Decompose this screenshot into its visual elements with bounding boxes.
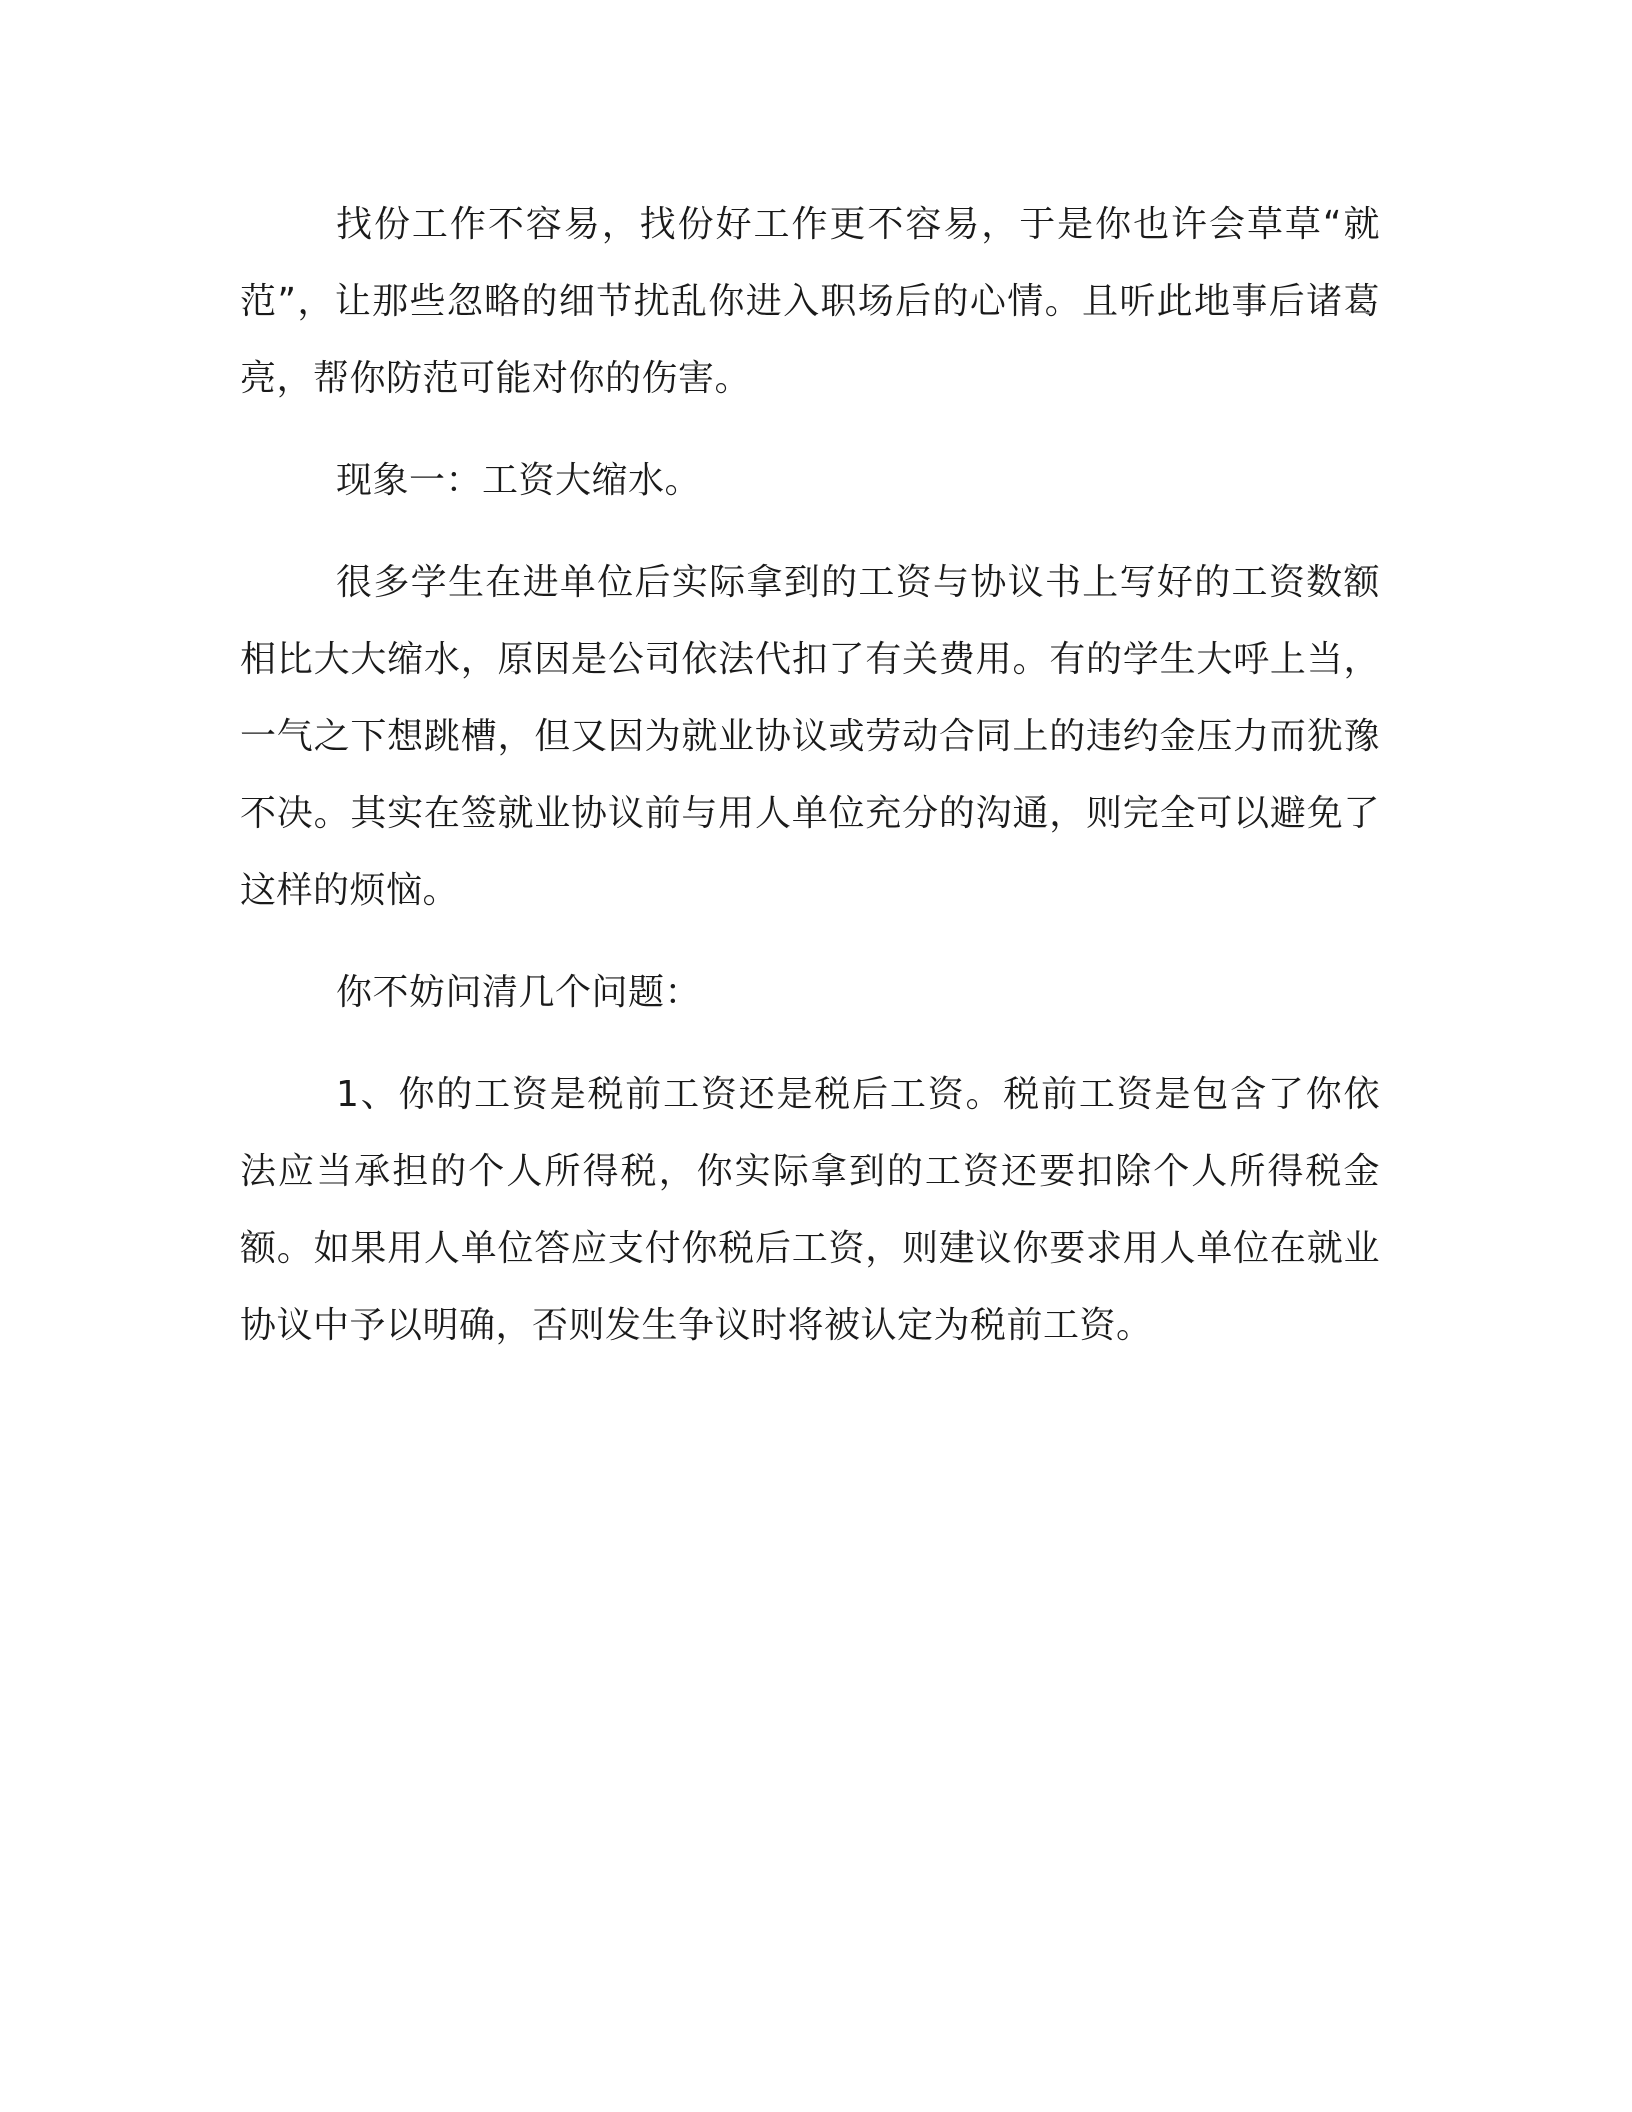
document-body [240, 186, 1380, 1389]
questions-lead-in: 你不妨问清几个问题： [336, 972, 702, 1013]
intro-paragraph: 找份工作不容易，找份好工作更不容易，于是你也许会草草“就范”，让那些忽略的细节扰乱你进入职场后的心情。且听此地事后诸葛亮，帮你防范可能对你的伤害。 [240, 204, 1380, 399]
salary-shrink-paragraph: 很多学生在进单位后实际拿到的工资与协议书上写好的工资数额相比大大缩水，原因是公司依法代扣了有关费用。有的学生大呼上当，一气之下想跳槽，但又因为就业协议或劳动合同上的违约金压力而犹豫不决。其实在签就业协议前与用人单位充分的沟通，则完全可以避免了这样的烦恼。 [240, 562, 1380, 911]
section-heading-phenomenon-one: 现象一：工资大缩水。 [336, 460, 702, 501]
question-one-paragraph: 1、你的工资是税前工资还是税后工资。税前工资是包含了你依法应当承担的个人所得税，你实际拿到的工资还要扣除个人所得税金额。如果用人单位答应支付你税后工资，则建议你要求用人单位在就业协议中予以明确，否则发生争议时将被认定为税前工资。 [240, 1074, 1380, 1346]
